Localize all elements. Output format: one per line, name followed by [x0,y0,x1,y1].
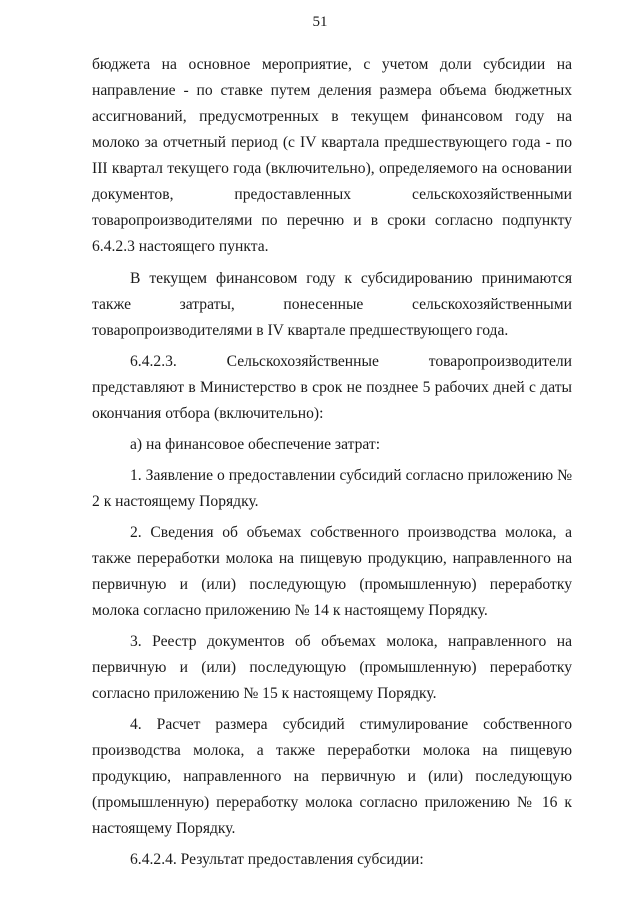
paragraph-6-4-2-4: 6.4.2.4. Результат предоставления субсидии: [130,851,424,868]
page-number: 51 [312,14,328,30]
paragraph-6-4-2-3: 6.4.2.3. Сельскохозяйственные товаропроизводители представляют в Министерство в срок не позднее 5 рабочих дней с даты окончания отбора (включительно): [92,353,572,422]
list-item-2-production-info: 2. Сведения об объемах собственного производства молока, а также переработки молока на пищевую продукцию, направленного на первичную и (или) последующую (промышленную) переработку молока согласно приложению № 14 к настоящему Порядку. [92,524,572,619]
list-item-1-application: 1. Заявление о предоставлении субсидий согласно приложению № 2 к настоящему Порядку. [92,467,572,510]
paragraph-budget-continuation: бюджета на основное мероприятие, с учетом доли субсидии на направление - по ставке путем деления размера объема бюджетных ассигнований, предусмотренных в текущем финансовом году на молоко за отчетный период (с IV квартала предшествующего года - по III квартал текущего года (включительно), определяемого на основании документов, предоставленных сельскохозяйственными товаропроизводителями по перечню и в сроки согласно подпункту 6.4.2.3 настоящего пункта. [92,56,572,255]
document-body [92,52,572,873]
paragraph-current-year-costs: В текущем финансовом году к субсидированию принимаются также затраты, понесенные сельскохозяйственными товаропроизводителями в IV квартале предшествующего года. [92,270,572,339]
list-item-3-registry: 3. Реестр документов об объемах молока, направленного на первичную и (или) последующую (промышленную) переработку согласно приложению № 15 к настоящему Порядку. [92,633,572,702]
paragraph-financial-support: а) на финансовое обеспечение затрат: [130,436,381,453]
list-item-4-calculation: 4. Расчет размера субсидий стимулирование собственного производства молока, а также переработки молока на пищевую продукцию, направленного на первичную и (или) последующую (промышленную) переработку молока согласно приложению № 16 к настоящему Порядку. [92,716,572,837]
